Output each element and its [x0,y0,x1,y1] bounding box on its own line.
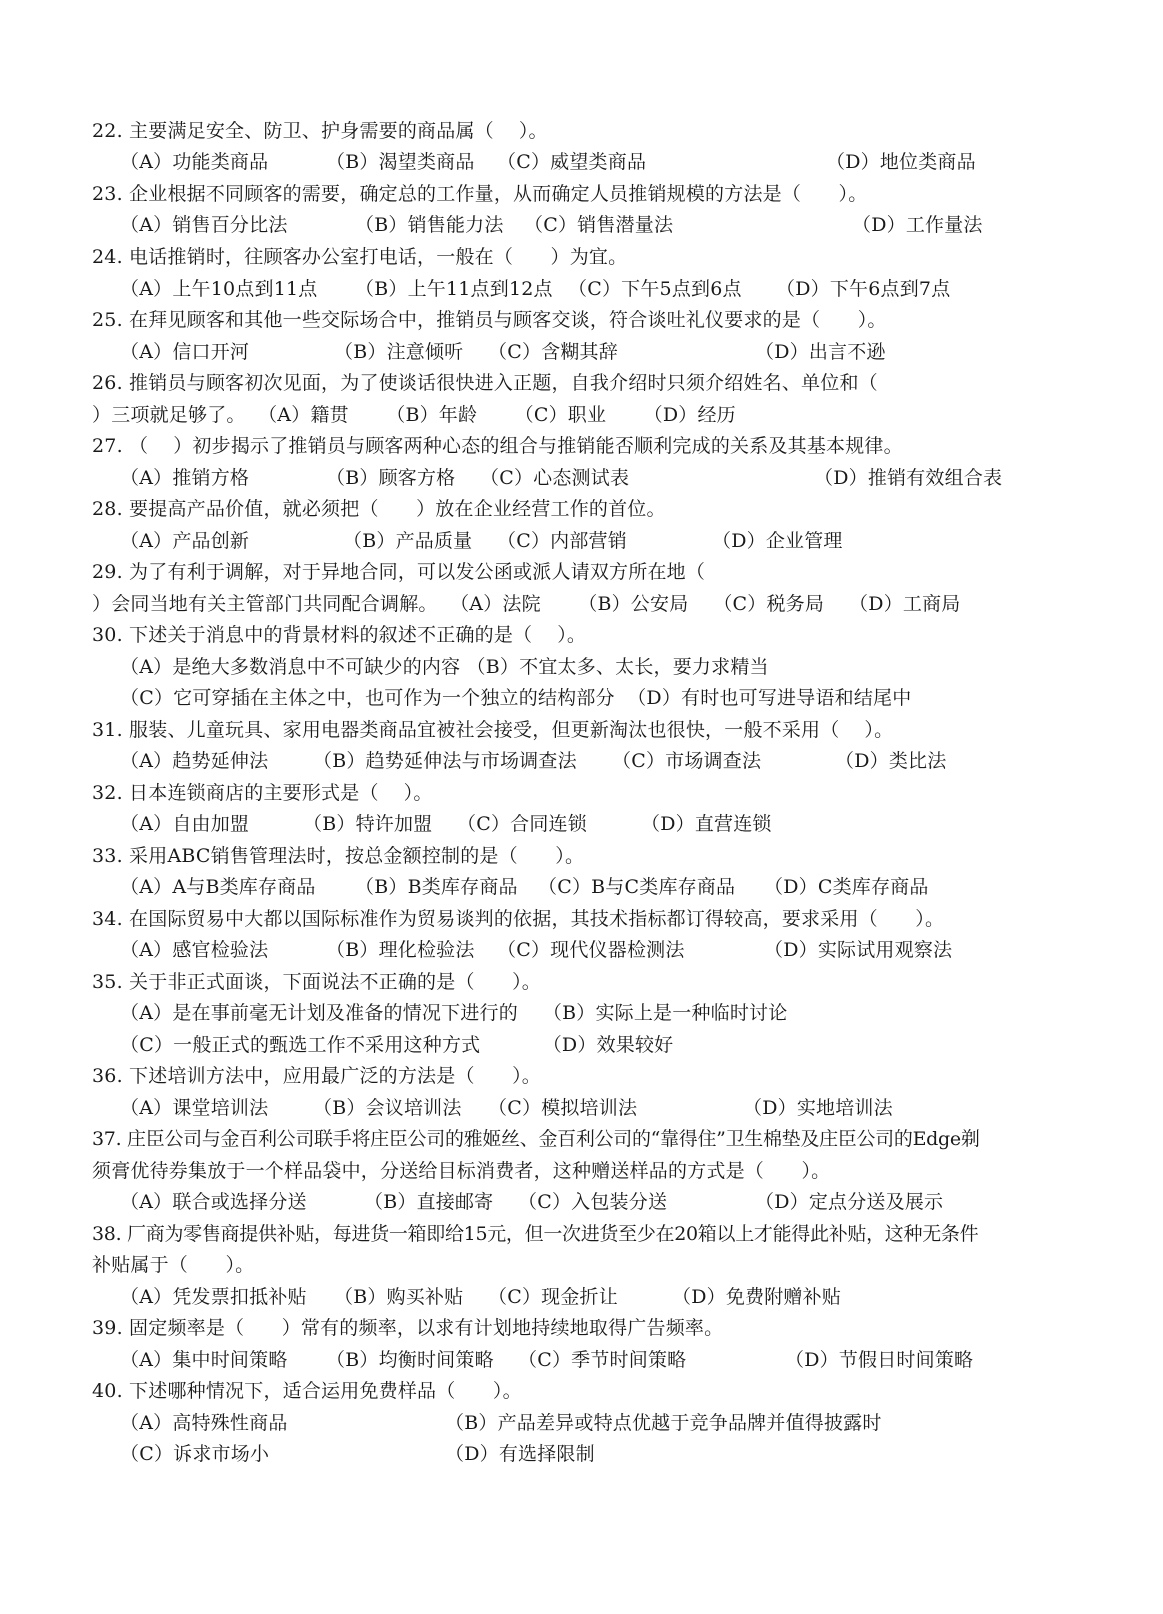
question-22-option-c: （C）威望类商品 [497,151,647,173]
question-24-option-d: （D）下午6点到7点 [776,278,951,300]
question-29-stem: 29. 为了有利于调解，对于异地合同，可以发公函或派人请双方所在地（ [92,561,706,583]
question-28-stem: 28. 要提高产品价值，就必须把（ ）放在企业经营工作的首位。 [92,498,666,520]
question-40-stem: 40. 下述哪种情况下，适合运用免费样品（ ）。 [92,1380,522,1402]
question-40-option-b: （B）产品差异或特点优越于竞争品牌并值得披露时 [445,1412,882,1434]
question-22-option-a: （A）功能类商品 [120,151,269,173]
question-32-stem: 32. 日本连锁商店的主要形式是（ ）。 [92,782,433,804]
question-40-option-c: （C）诉求市场小 [120,1443,270,1465]
question-22-stem: 22. 主要满足安全、防卫、护身需要的商品属（ ）。 [92,120,548,142]
question-37-option-c: （C）入包装分送 [518,1191,668,1213]
question-37-option-a: （A）联合或选择分送 [120,1191,307,1213]
question-37-option-b: （B）直接邮寄 [364,1191,494,1213]
question-38-continuation: 补贴属于（ ）。 [92,1254,255,1276]
question-28-option-a: （A）产品创新 [120,530,250,552]
question-22-option-d: （D）地位类商品 [826,151,976,173]
question-31-option-c: （C）市场调查法 [612,750,762,772]
question-27-option-d: （D）推销有效组合表 [814,467,1003,489]
question-33-option-d: （D）C类库存商品 [764,876,929,898]
question-35-options-row-2: （C）一般正式的甄选工作不采用这种方式 （D）效果较好 [120,1034,674,1056]
question-23-option-a: （A）销售百分比法 [120,214,288,236]
question-30-stem: 30. 下述关于消息中的背景材料的叙述不正确的是（ ）。 [92,624,587,646]
question-39-option-d: （D）节假日时间策略 [785,1349,974,1371]
question-38-option-b: （B）购买补贴 [334,1286,464,1308]
question-38-option-a: （A）凭发票扣抵补贴 [120,1286,307,1308]
question-24-option-a: （A）上午10点到11点 [120,278,318,300]
question-24-option-b: （B）上午11点到12点 [355,278,553,300]
question-32-option-c: （C）合同连锁 [457,813,587,835]
question-25-option-b: （B）注意倾听 [334,341,464,363]
question-23-option-d: （D）工作量法 [852,214,983,236]
question-32-option-a: （A）自由加盟 [120,813,250,835]
question-33-option-c: （C）B与C类库存商品 [538,876,736,898]
question-36-option-b: （B）会议培训法 [313,1097,462,1119]
question-37-stem: 37. 庄臣公司与金百利公司联手将庄臣公司的雅姬丝、金百利公司的“靠得住”卫生棉垫及庄臣公司的Edge剃 [92,1128,980,1150]
question-28-option-d: （D）企业管理 [712,530,843,552]
question-39-option-b: （B）均衡时间策略 [326,1349,494,1371]
question-23-option-c: （C）销售潜量法 [524,214,674,236]
question-33-option-b: （B）B类库存商品 [355,876,518,898]
question-27-stem: 27. （ ）初步揭示了推销员与顾客两种心态的组合与推销能否顺利完成的关系及其基本规律。 [92,435,903,457]
question-39-stem: 39. 固定频率是（ ）常有的频率，以求有计划地持续地取得广告频率。 [92,1317,724,1339]
question-32-option-b: （B）特许加盟 [303,813,433,835]
question-37-option-d: （D）定点分送及展示 [755,1191,944,1213]
question-34-option-c: （C）现代仪器检测法 [497,939,685,961]
question-33-stem: 33. 采用ABC销售管理法时，按总金额控制的是（ ）。 [92,845,585,867]
question-32-option-d: （D）直营连锁 [641,813,772,835]
question-24-stem: 24. 电话推销时，往顾客办公室打电话，一般在（ ）为宜。 [92,246,628,268]
question-38-stem: 38. 厂商为零售商提供补贴，每进货一箱即给15元，但一次进货至少在20箱以上才能得此补贴，这种无条件 [92,1223,979,1245]
question-40-option-d: （D）有选择限制 [445,1443,595,1465]
question-30-options-row-2: （C）它可穿插在主体之中，也可作为一个独立的结构部分 （D）有时也可写进导语和结尾中 [120,687,912,709]
question-36-stem: 36. 下述培训方法中，应用最广泛的方法是（ ）。 [92,1065,541,1087]
question-38-option-c: （C）现金折让 [488,1286,618,1308]
question-39-option-c: （C）季节时间策略 [518,1349,687,1371]
question-25-option-d: （D）出言不逊 [755,341,886,363]
question-22-option-b: （B）渴望类商品 [326,151,475,173]
question-37-continuation: 须膏优待券集放于一个样品袋中，分送给目标消费者，这种赠送样品的方式是（ ）。 [92,1160,831,1182]
question-38-option-d: （D）免费附赠补贴 [672,1286,842,1308]
question-35-stem: 35. 关于非正式面谈，下面说法不正确的是（ ）。 [92,971,541,993]
question-31-option-a: （A）趋势延伸法 [120,750,269,772]
question-34-option-a: （A）感官检验法 [120,939,269,961]
question-34-option-d: （D）实际试用观察法 [764,939,953,961]
question-27-option-a: （A）推销方格 [120,467,250,489]
question-31-option-d: （D）类比法 [835,750,947,772]
question-36-option-c: （C）模拟培训法 [488,1097,638,1119]
question-28-option-b: （B）产品质量 [343,530,473,552]
question-30-options-row-1: （A）是绝大多数消息中不可缺少的内容 （B）不宜太多、太长，要力求精当 [120,656,769,678]
question-27-option-c: （C）心态测试表 [480,467,630,489]
question-24-option-c: （C）下午5点到6点 [568,278,742,300]
question-23-option-b: （B）销售能力法 [355,214,504,236]
question-27-option-b: （B）顾客方格 [326,467,456,489]
question-25-stem: 25. 在拜见顾客和其他一些交际场合中，推销员与顾客交谈，符合谈吐礼仪要求的是（ ）。 [92,309,887,331]
question-36-option-d: （D）实地培训法 [743,1097,893,1119]
question-26-stem: 26. 推销员与顾客初次见面，为了使谈话很快进入正题，自我介绍时只须介绍姓名、单位和（ [92,372,878,394]
question-35-options-row-1: （A）是在事前毫无计划及准备的情况下进行的 （B）实际上是一种临时讨论 [120,1002,788,1024]
question-25-option-c: （C）含糊其辞 [488,341,618,363]
question-34-stem: 34. 在国际贸易中大都以国际标准作为贸易谈判的依据，其技术指标都订得较高，要求采用（ ）。 [92,908,945,930]
question-29-continuation: ）会同当地有关主管部门共同配合调解。 （A）法院 （B）公安局 （C）税务局 （D）工商局 [92,593,961,615]
question-40-option-a: （A）高特殊性商品 [120,1412,288,1434]
question-33-option-a: （A）A与B类库存商品 [120,876,316,898]
question-31-option-b: （B）趋势延伸法与市场调查法 [313,750,577,772]
question-39-option-a: （A）集中时间策略 [120,1349,288,1371]
question-25-option-a: （A）信口开河 [120,341,250,363]
question-31-stem: 31. 服装、儿童玩具、家用电器类商品宜被社会接受，但更新淘汰也很快，一般不采用（ ）。 [92,719,894,741]
question-34-option-b: （B）理化检验法 [326,939,475,961]
question-26-continuation: ）三项就足够了。 （A）籍贯 （B）年龄 （C）职业 （D）经历 [92,404,736,426]
question-28-option-c: （C）内部营销 [497,530,627,552]
question-23-stem: 23. 企业根据不同顾客的需要，确定总的工作量，从而确定人员推销规模的方法是（ ）。 [92,183,868,205]
question-36-option-a: （A）课堂培训法 [120,1097,269,1119]
